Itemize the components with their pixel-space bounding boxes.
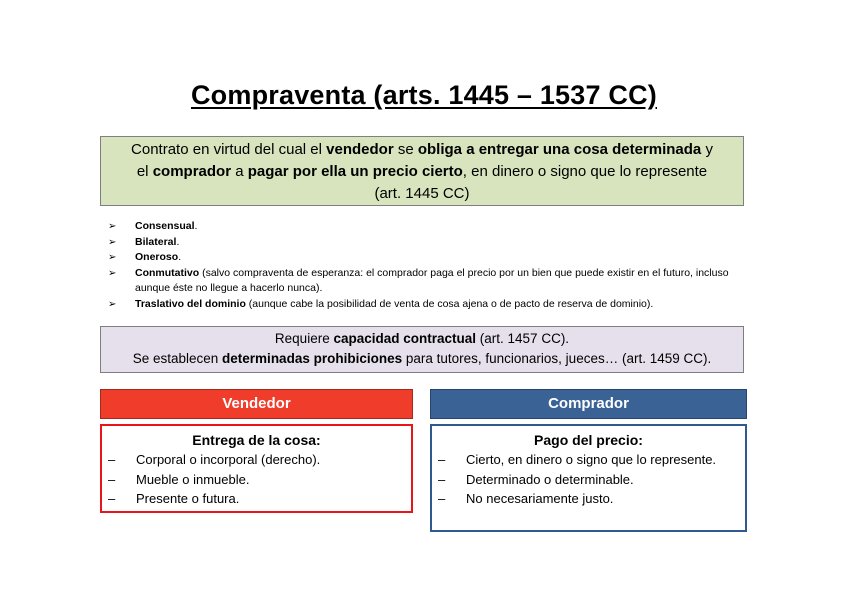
buyer-panel — [430, 424, 747, 532]
list-item — [108, 219, 748, 235]
list-item — [108, 235, 748, 251]
definition-line-2 — [101, 161, 743, 183]
definition-bold: pagar por ella un precio cierto — [247, 163, 463, 180]
seller-obligations-list — [102, 450, 411, 509]
seller-panel — [100, 424, 413, 513]
dash-bullet-icon: – — [438, 471, 446, 487]
feature-text: . — [194, 220, 198, 232]
feature-name: Consensual — [135, 220, 195, 232]
requirements-line-2 — [101, 349, 743, 369]
definition-text: y — [701, 141, 713, 158]
definition-line-1 — [101, 139, 743, 161]
dash-bullet-icon: – — [108, 452, 116, 467]
feature-text: . — [176, 235, 180, 248]
seller-header: Vendedor — [100, 389, 413, 419]
requirements-bold: determinadas prohibiciones — [222, 351, 403, 366]
dash-bullet-icon: – — [108, 491, 116, 506]
requirements-bold: capacidad contractual — [333, 331, 477, 346]
definition-text: a — [231, 163, 248, 180]
seller-item-text: Presente o futura. — [136, 491, 240, 506]
feature-text: (salvo compraventa de esperanza: el comprador paga el precio por un bien que puede existir en el futuro, incluso aunque éste no llegue a hacerlo nunca). — [135, 266, 729, 294]
seller-item-text: Corporal o incorporal (derecho). — [136, 452, 321, 467]
buyer-panel-title: Pago del precio: — [534, 432, 643, 448]
definition-text: se — [393, 141, 418, 158]
list-item — [108, 450, 405, 470]
definition-text: , en dinero o signo que lo represente — [462, 163, 708, 180]
seller-item-text: Mueble o inmueble. — [136, 471, 250, 487]
list-item — [438, 489, 739, 509]
requirements-line-1 — [101, 329, 743, 349]
requirements-text: (art. 1457 CC). — [476, 331, 570, 346]
features-list — [108, 219, 748, 312]
definition-bold: vendedor — [326, 141, 394, 158]
feature-name: Oneroso — [135, 251, 179, 263]
feature-name: Bilateral — [135, 235, 177, 248]
definition-bold: comprador — [152, 163, 232, 180]
dash-bullet-icon: – — [108, 471, 116, 487]
arrow-bullet-icon: ➢ — [108, 236, 117, 248]
arrow-bullet-icon: ➢ — [108, 267, 117, 279]
list-item — [108, 489, 405, 509]
page-title: Compraventa (arts. 1445 – 1537 CC) — [190, 80, 657, 110]
requirements-text: Se establecen — [132, 351, 223, 366]
list-item — [438, 450, 739, 470]
definition-box — [100, 136, 744, 206]
feature-text: (aunque cabe la posibilidad de venta de cosa ajena o de pacto de reserva de dominio). — [245, 297, 654, 310]
arrow-bullet-icon: ➢ — [108, 252, 117, 263]
dash-bullet-icon: – — [438, 452, 446, 467]
feature-name: Traslativo del dominio — [135, 297, 246, 310]
definition-text: Contrato en virtud del cual el — [131, 141, 327, 158]
definition-text: el — [136, 163, 153, 180]
arrow-bullet-icon: ➢ — [108, 221, 117, 232]
definition-bold: obliga a entregar una cosa determinada — [417, 141, 702, 158]
list-item — [108, 297, 748, 313]
buyer-item-text: Determinado o determinable. — [466, 471, 634, 487]
requirements-text: para tutores, funcionarios, jueces… (art. 1459 CC). — [402, 351, 712, 366]
feature-name: Conmutativo — [135, 266, 200, 279]
buyer-item-text: Cierto, en dinero o signo que lo represente. — [466, 452, 717, 467]
requirements-box — [100, 326, 744, 373]
requirements-text: Requiere — [274, 331, 334, 346]
buyer-obligations-list — [432, 450, 745, 509]
list-item — [108, 470, 405, 490]
arrow-bullet-icon: ➢ — [108, 298, 117, 310]
buyer-item-text: No necesariamente justo. — [466, 491, 614, 506]
definition-line-3: (art. 1445 CC) — [374, 185, 470, 202]
list-item — [438, 470, 739, 490]
seller-panel-title: Entrega de la cosa: — [192, 432, 321, 448]
buyer-header: Comprador — [430, 389, 747, 419]
feature-text: . — [178, 251, 182, 263]
dash-bullet-icon: – — [438, 491, 446, 506]
list-item — [108, 266, 748, 297]
list-item — [108, 250, 748, 266]
